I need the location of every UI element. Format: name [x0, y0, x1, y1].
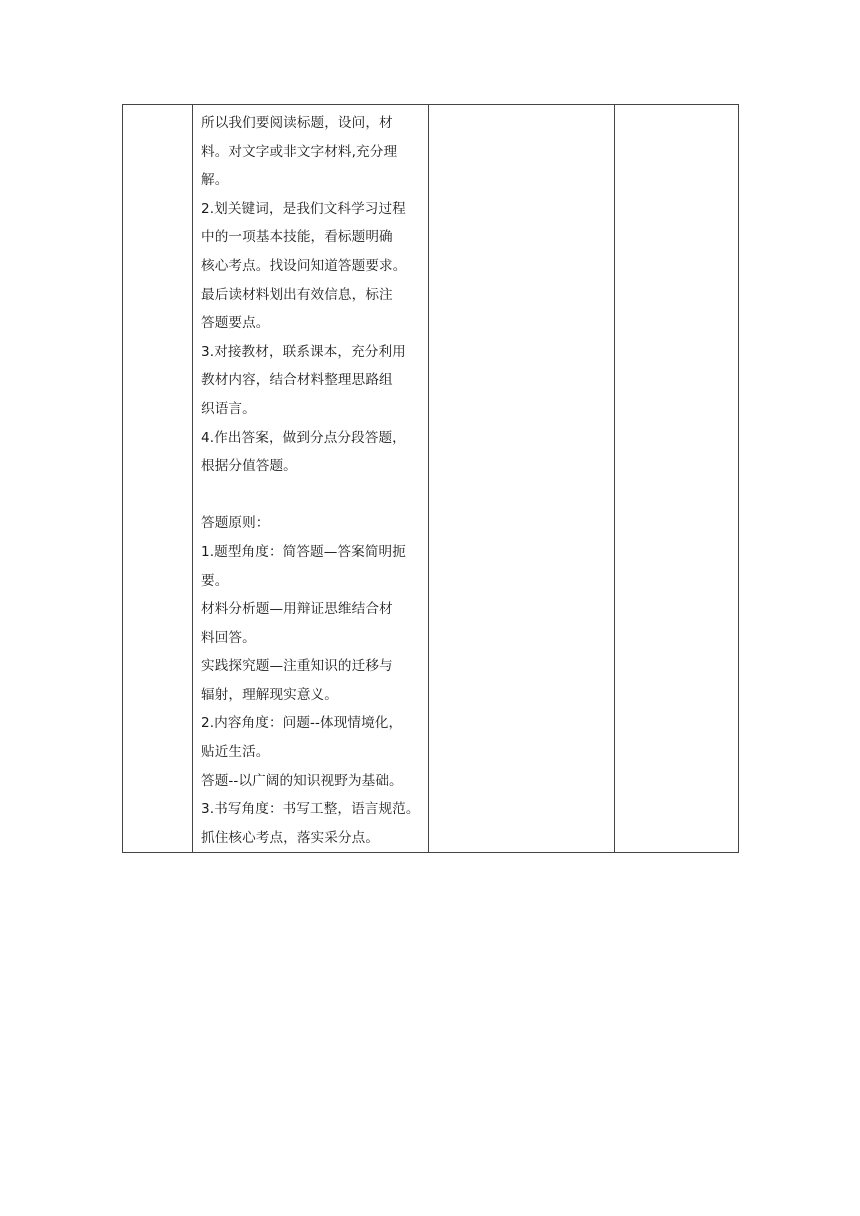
- table-cell-third: [429, 105, 615, 853]
- content-line: 要。: [201, 572, 229, 589]
- content-line: 最后读材料划出有效信息，标注: [201, 286, 393, 303]
- content-line: 料。对文字或非文字材料,充分理: [201, 143, 398, 160]
- content-line: 4.作出答案，做到分点分段答题，: [201, 429, 406, 446]
- content-line: 所以我们要阅读标题，设问，材: [201, 115, 393, 131]
- table-cell-content: [193, 105, 429, 853]
- table-row: [123, 105, 739, 853]
- table-cell-left: [123, 105, 193, 853]
- content-line: 中的一项基本技能，看标题明确: [201, 229, 393, 246]
- content-line: 抓住核心考点，落实采分点。: [201, 829, 380, 846]
- content-line: 3.对接教材，联系课本，充分利用: [201, 343, 406, 360]
- content-line: 答题--以广阔的知识视野为基础。: [201, 772, 403, 789]
- content-line: 织语言。: [201, 400, 256, 417]
- content-line: 贴近生活。: [201, 744, 270, 761]
- lesson-plan-table: [122, 104, 739, 853]
- content-text-block: [193, 105, 428, 852]
- content-line: 实践探究题—注重知识的迁移与: [201, 658, 393, 675]
- blank-line: [201, 481, 422, 510]
- content-line: 材料分析题—用辩证思维结合材: [201, 601, 393, 618]
- content-line: 2.划关键词，是我们文科学习过程: [201, 200, 406, 217]
- content-line: 答题要点。: [201, 315, 270, 332]
- content-line: 根据分值答题。: [201, 458, 297, 475]
- table-cell-right: [615, 105, 739, 853]
- content-line: 料回答。: [201, 629, 256, 646]
- content-line: 1.题型角度：简答题—答案简明扼: [201, 543, 406, 560]
- content-line: 答题原则：: [201, 515, 270, 532]
- content-line: 教材内容，结合材料整理思路组: [201, 372, 393, 389]
- content-line: 辐射，理解现实意义。: [201, 686, 338, 703]
- content-line: 3.书写角度：书写工整，语言规范。: [201, 801, 420, 818]
- content-line: 2.内容角度：问题--体现情境化，: [201, 715, 403, 732]
- content-line: 核心考点。找设问知道答题要求。: [201, 257, 407, 274]
- content-line: 解。: [201, 172, 229, 189]
